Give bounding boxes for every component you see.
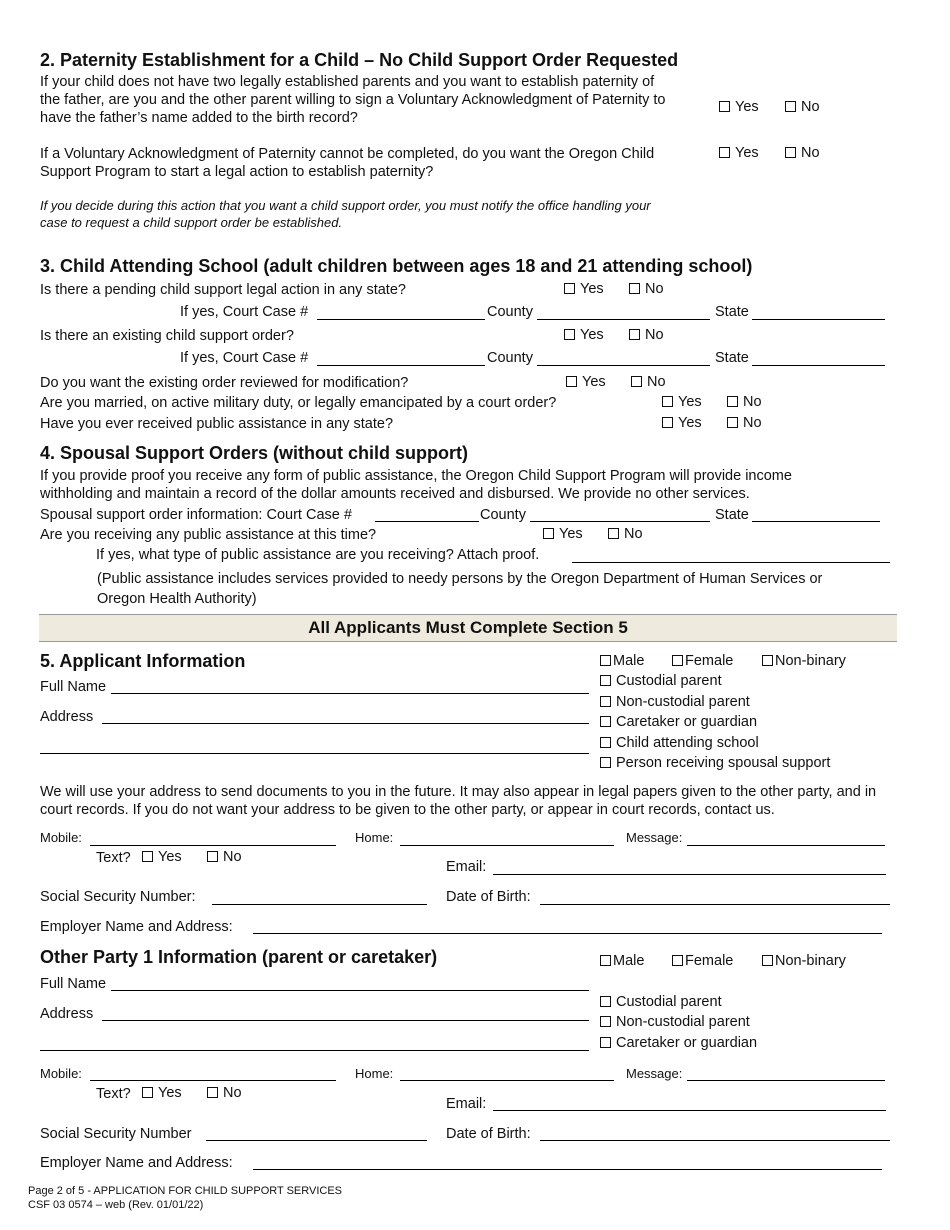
- applicant-employer-field[interactable]: [253, 933, 882, 934]
- email-label: Email:: [446, 1096, 487, 1112]
- applicant-nonbinary-checkbox[interactable]: Non-binary: [762, 653, 846, 669]
- applicant-text-no-checkbox[interactable]: No: [207, 849, 242, 865]
- applicant-role-custodial-checkbox[interactable]: Custodial parent: [600, 673, 722, 689]
- checkbox-icon[interactable]: [600, 737, 611, 748]
- other-party-male-checkbox[interactable]: Male: [600, 953, 644, 969]
- county-label: County: [487, 350, 533, 366]
- other-party-dob-field[interactable]: [540, 1140, 890, 1141]
- public-assistance-question: Have you ever received public assistance in any state?: [40, 416, 394, 432]
- applicant-role-school-checkbox[interactable]: Child attending school: [600, 735, 759, 751]
- checkbox-icon[interactable]: [543, 528, 554, 539]
- public-assistance-no-checkbox[interactable]: No: [727, 415, 762, 431]
- spousal-state-field[interactable]: [752, 521, 880, 522]
- other-party-address-field[interactable]: [102, 1020, 589, 1021]
- other-party-female-checkbox[interactable]: Female: [672, 953, 733, 969]
- checkbox-icon[interactable]: [662, 417, 673, 428]
- applicant-text-yes-checkbox[interactable]: Yes: [142, 849, 182, 865]
- other-party-text-yes-checkbox[interactable]: Yes: [142, 1085, 182, 1101]
- dob-label: Date of Birth:: [446, 1126, 531, 1142]
- public-assistance-note: Oregon Health Authority): [97, 591, 257, 607]
- applicant-mobile-field[interactable]: [90, 845, 336, 846]
- pending-county-field[interactable]: [537, 319, 710, 320]
- spousal-county-field[interactable]: [530, 521, 710, 522]
- other-party-text-no-checkbox[interactable]: No: [207, 1085, 242, 1101]
- state-label: State: [715, 507, 749, 523]
- other-party-address-line2-field[interactable]: [40, 1050, 589, 1051]
- checkbox-icon[interactable]: [608, 528, 619, 539]
- checkbox-icon[interactable]: [631, 376, 642, 387]
- checkbox-icon[interactable]: [719, 147, 730, 158]
- paternity-vap-yes-checkbox[interactable]: Yes: [719, 99, 759, 115]
- applicant-role-caretaker-checkbox[interactable]: Caretaker or guardian: [600, 714, 757, 730]
- pending-court-case-field[interactable]: [317, 319, 485, 320]
- applicant-full-name-field[interactable]: [111, 693, 589, 694]
- checkbox-icon[interactable]: [600, 655, 611, 666]
- existing-order-yes-checkbox[interactable]: Yes: [564, 327, 604, 343]
- checkbox-icon[interactable]: [207, 851, 218, 862]
- mobile-label: Mobile:: [40, 1066, 82, 1081]
- section-4-title: 4. Spousal Support Orders (without child support): [40, 443, 469, 463]
- section-2-q2-text: Support Program to start a legal action to establish paternity?: [40, 164, 434, 180]
- address-label: Address: [40, 709, 94, 725]
- text-label: Text?: [96, 850, 131, 866]
- checkbox-icon[interactable]: [566, 376, 577, 387]
- review-order-no-checkbox[interactable]: No: [631, 374, 666, 390]
- checkbox-icon[interactable]: [564, 283, 575, 294]
- checkbox-icon[interactable]: [719, 101, 730, 112]
- checkbox-icon[interactable]: [600, 675, 611, 686]
- checkbox-icon[interactable]: [629, 283, 640, 294]
- applicant-role-spousal-checkbox[interactable]: Person receiving spousal support: [600, 755, 830, 771]
- county-label: County: [487, 304, 533, 320]
- paternity-legal-action-yes-checkbox[interactable]: Yes: [719, 145, 759, 161]
- ssn-label: Social Security Number:: [40, 889, 196, 905]
- other-party-email-field[interactable]: [493, 1110, 886, 1111]
- existing-order-question: Is there an existing child support order?: [40, 328, 294, 344]
- other-party-employer-field[interactable]: [253, 1169, 882, 1170]
- section-5-title: 5. Applicant Information: [40, 651, 246, 671]
- footer-form-number: CSF 03 0574 – web (Rev. 01/01/22): [28, 1199, 204, 1211]
- review-order-yes-checkbox[interactable]: Yes: [566, 374, 606, 390]
- checkbox-icon[interactable]: [600, 757, 611, 768]
- checkbox-icon[interactable]: [564, 329, 575, 340]
- checkbox-icon[interactable]: [600, 955, 611, 966]
- section-2-title: 2. Paternity Establishment for a Child – No Child Support Order Requested: [40, 50, 679, 70]
- footer-page-info: Page 2 of 5 - APPLICATION FOR CHILD SUPPORT SERVICES: [28, 1185, 343, 1197]
- employer-label: Employer Name and Address:: [40, 919, 233, 935]
- review-order-question: Do you want the existing order reviewed for modification?: [40, 375, 409, 391]
- section-2-q1-text: If your child does not have two legally established parents and you want to establish paternity of: [40, 74, 655, 90]
- checkbox-icon[interactable]: [207, 1087, 218, 1098]
- other-party-mobile-field[interactable]: [90, 1080, 336, 1081]
- married-question: Are you married, on active military duty, or legally emancipated by a court order?: [40, 395, 557, 411]
- checkbox-icon[interactable]: [727, 396, 738, 407]
- married-yes-checkbox[interactable]: Yes: [662, 394, 702, 410]
- checkbox-icon[interactable]: [672, 655, 683, 666]
- section-2-q1-text: the father, are you and the other parent willing to sign a Voluntary Acknowledgment of Paternity to: [40, 92, 666, 108]
- checkbox-icon[interactable]: [785, 147, 796, 158]
- assistance-type-question: If yes, what type of public assistance are you receiving? Attach proof.: [96, 547, 540, 563]
- applicant-email-field[interactable]: [493, 874, 886, 875]
- existing-county-field[interactable]: [537, 365, 710, 366]
- section-2-note: case to request a child support order be established.: [40, 215, 343, 230]
- state-label: State: [715, 350, 749, 366]
- court-case-label: If yes, Court Case #: [180, 350, 309, 366]
- other-party-nonbinary-checkbox[interactable]: Non-binary: [762, 953, 846, 969]
- applicant-message-phone-field[interactable]: [687, 845, 885, 846]
- section-2-q2-text: If a Voluntary Acknowledgment of Paternity cannot be completed, do you want the Oregon Child: [40, 146, 655, 162]
- ssn-label: Social Security Number: [40, 1126, 192, 1142]
- receiving-assistance-yes-checkbox[interactable]: Yes: [543, 526, 583, 542]
- pending-action-question: Is there a pending child support legal action in any state?: [40, 282, 406, 298]
- pending-action-yes-checkbox[interactable]: Yes: [564, 281, 604, 297]
- checkbox-icon[interactable]: [600, 716, 611, 727]
- checkbox-icon[interactable]: [785, 101, 796, 112]
- other-party-home-phone-field[interactable]: [400, 1080, 614, 1081]
- checkbox-icon[interactable]: [600, 1016, 611, 1027]
- full-name-label: Full Name: [40, 679, 107, 695]
- assistance-type-field[interactable]: [572, 562, 890, 563]
- receiving-assistance-no-checkbox[interactable]: No: [608, 526, 643, 542]
- other-party-full-name-field[interactable]: [111, 990, 589, 991]
- other-party-ssn-field[interactable]: [206, 1140, 427, 1141]
- existing-court-case-field[interactable]: [317, 365, 485, 366]
- section-4-intro: If you provide proof you receive any form of public assistance, the Oregon Child Support Program will provide income: [40, 468, 792, 484]
- checkbox-icon[interactable]: [600, 1037, 611, 1048]
- checkbox-icon[interactable]: [600, 696, 611, 707]
- applicant-role-noncustodial-checkbox[interactable]: Non-custodial parent: [600, 694, 750, 710]
- mobile-label: Mobile:: [40, 830, 82, 845]
- applicant-ssn-field[interactable]: [212, 904, 427, 905]
- public-assistance-yes-checkbox[interactable]: Yes: [662, 415, 702, 431]
- checkbox-icon[interactable]: [762, 655, 773, 666]
- email-label: Email:: [446, 859, 487, 875]
- checkbox-icon[interactable]: [629, 329, 640, 340]
- section-5-banner: All Applicants Must Complete Section 5: [39, 614, 897, 642]
- address-label: Address: [40, 1006, 94, 1022]
- checkbox-icon[interactable]: [672, 955, 683, 966]
- section-2-q1-text: have the father’s name added to the birth record?: [40, 110, 358, 126]
- paternity-vap-no-checkbox[interactable]: No: [785, 99, 820, 115]
- full-name-label: Full Name: [40, 976, 107, 992]
- other-party-title: Other Party 1 Information (parent or caretaker): [40, 947, 438, 967]
- pending-action-no-checkbox[interactable]: No: [629, 281, 664, 297]
- public-assistance-note: (Public assistance includes services provided to needy persons by the Oregon Department of Human Services or: [97, 571, 823, 587]
- existing-order-no-checkbox[interactable]: No: [629, 327, 664, 343]
- applicant-address-line2-field[interactable]: [40, 753, 589, 754]
- spousal-order-label: Spousal support order information: Court Case #: [40, 507, 352, 523]
- applicant-home-phone-field[interactable]: [400, 845, 614, 846]
- applicant-male-checkbox[interactable]: Male: [600, 653, 644, 669]
- other-party-role-caretaker-checkbox[interactable]: Caretaker or guardian: [600, 1035, 757, 1051]
- checkbox-icon[interactable]: [662, 396, 673, 407]
- section-4-intro: withholding and maintain a record of the dollar amounts received and disbursed. We provide no other services.: [40, 486, 750, 502]
- dob-label: Date of Birth:: [446, 889, 531, 905]
- court-case-label: If yes, Court Case #: [180, 304, 309, 320]
- county-label: County: [480, 507, 526, 523]
- state-label: State: [715, 304, 749, 320]
- address-notice: court records. If you do not want your address to be given to the other party, or appear in court records, contact us.: [40, 802, 775, 818]
- section-2-note: If you decide during this action that you want a child support order, you must notify the office handling your: [40, 198, 651, 213]
- home-label: Home:: [355, 1066, 394, 1081]
- checkbox-icon[interactable]: [142, 851, 153, 862]
- checkbox-icon[interactable]: [727, 417, 738, 428]
- applicant-female-checkbox[interactable]: Female: [672, 653, 733, 669]
- married-no-checkbox[interactable]: No: [727, 394, 762, 410]
- checkbox-icon[interactable]: [142, 1087, 153, 1098]
- other-party-role-custodial-checkbox[interactable]: Custodial parent: [600, 994, 722, 1010]
- other-party-role-noncustodial-checkbox[interactable]: Non-custodial parent: [600, 1014, 750, 1030]
- message-label: Message:: [626, 830, 683, 845]
- address-notice: We will use your address to send documents to you in the future. It may also appear in legal papers given to the other party, and in: [40, 784, 877, 800]
- receiving-assistance-question: Are you receiving any public assistance at this time?: [40, 527, 377, 543]
- existing-state-field[interactable]: [752, 365, 885, 366]
- home-label: Home:: [355, 830, 394, 845]
- employer-label: Employer Name and Address:: [40, 1155, 233, 1171]
- applicant-dob-field[interactable]: [540, 904, 890, 905]
- checkbox-icon[interactable]: [762, 955, 773, 966]
- spousal-court-case-field[interactable]: [375, 521, 479, 522]
- paternity-legal-action-no-checkbox[interactable]: No: [785, 145, 820, 161]
- pending-state-field[interactable]: [752, 319, 885, 320]
- checkbox-icon[interactable]: [600, 996, 611, 1007]
- applicant-address-field[interactable]: [102, 723, 589, 724]
- section-3-title: 3. Child Attending School (adult children between ages 18 and 21 attending school): [40, 256, 753, 276]
- text-label: Text?: [96, 1086, 131, 1102]
- other-party-message-phone-field[interactable]: [687, 1080, 885, 1081]
- message-label: Message:: [626, 1066, 683, 1081]
